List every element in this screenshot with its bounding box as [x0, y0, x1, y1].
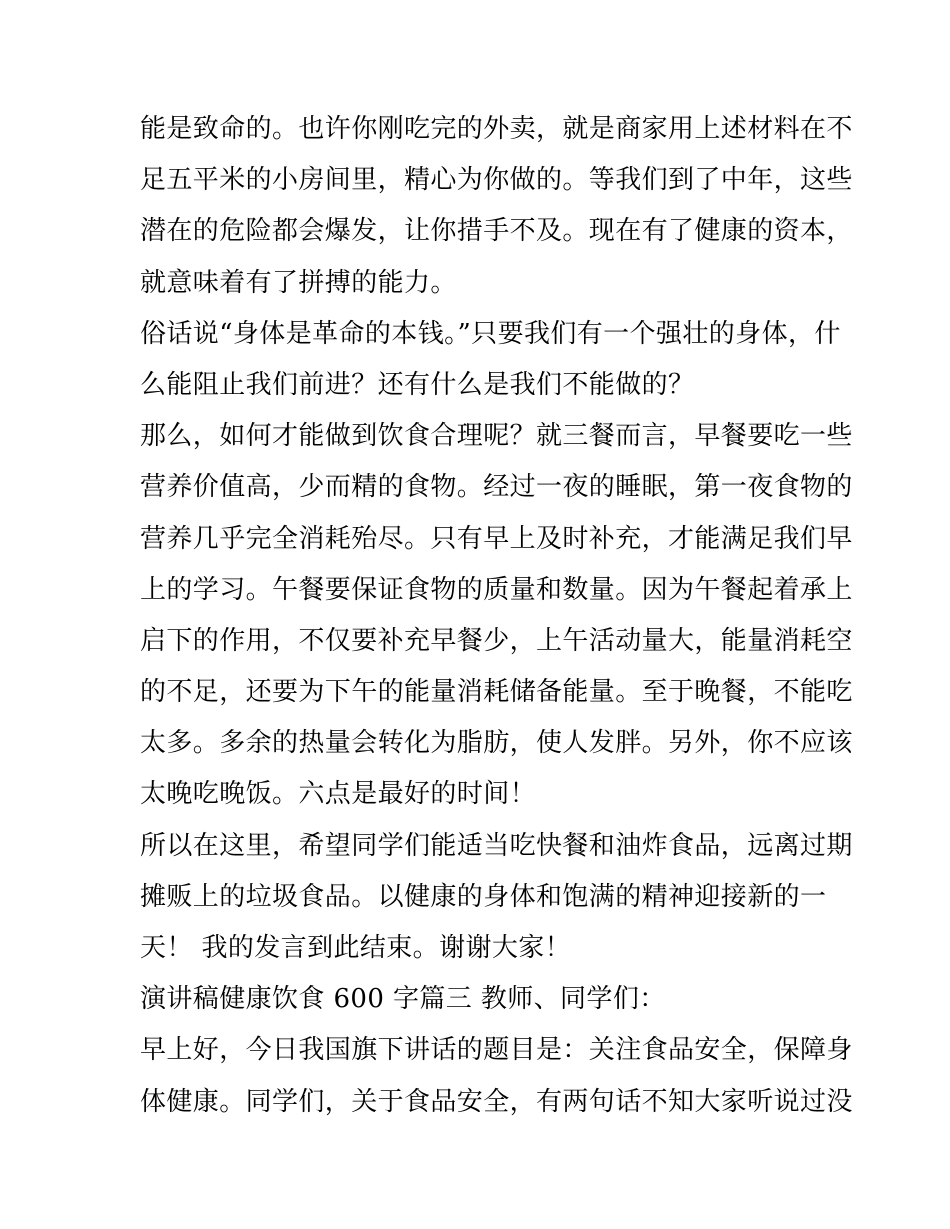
text-line: 就意味着有了拼搏的能力。 — [140, 267, 457, 298]
text-line: 早上好，今日我国旗下讲话的题目是：关注食品安全，保障身 — [140, 1035, 853, 1066]
text-line: 天！ 我的发言到此结束。谢谢大家！ — [140, 933, 572, 963]
text-line: 摊贩上的垃圾食品。以健康的身体和饱满的精神迎接新的一 — [140, 881, 827, 912]
text-line: 太多。多余的热量会转化为脂肪，使人发胖。另外，你不应该 — [140, 728, 853, 759]
document-body — [140, 104, 853, 1128]
text-line: 足五平米的小房间里，精心为你做的。等我们到了中年，这些 — [140, 165, 853, 196]
text-line: 的不足，还要为下午的能量消耗储备能量。至于晚餐，不能吃 — [140, 677, 853, 708]
text-line: 太晚吃晚饭。六点是最好的时间！ — [140, 779, 537, 810]
text-line: 潜在的危险都会爆发，让你措手不及。现在有了健康的资本， — [140, 216, 853, 247]
text-line: 所以在这里，希望同学们能适当吃快餐和油炸食品，远离过期 — [140, 830, 853, 861]
text-line: 营养价值高，少而精的食物。经过一夜的睡眠，第一夜食物的 — [140, 472, 853, 503]
text-line: 启下的作用，不仅要补充早餐少，上午活动量大，能量消耗空 — [140, 625, 853, 656]
text-line: 俗话说“身体是革命的本钱。”只要我们有一个强壮的身体，什 — [140, 318, 841, 349]
text-line: 体健康。同学们，关于食品安全，有两句话不知大家听说过没 — [140, 1086, 853, 1117]
text-line: 么能阻止我们前进？还有什么是我们不能做的？ — [140, 369, 695, 400]
text-line: 上的学习。午餐要保证食物的质量和数量。因为午餐起着承上 — [140, 574, 853, 605]
text-line: 能是致命的。也许你刚吃完的外卖，就是商家用上述材料在不 — [140, 114, 853, 144]
text-line: 那么，如何才能做到饮食合理呢？就三餐而言，早餐要吃一些 — [140, 421, 853, 452]
section-heading-line: 演讲稿健康饮食 600 字篇三 教师、同学们： — [140, 984, 666, 1015]
text-line: 营养几乎完全消耗殆尽。只有早上及时补充，才能满足我们早 — [140, 523, 853, 554]
